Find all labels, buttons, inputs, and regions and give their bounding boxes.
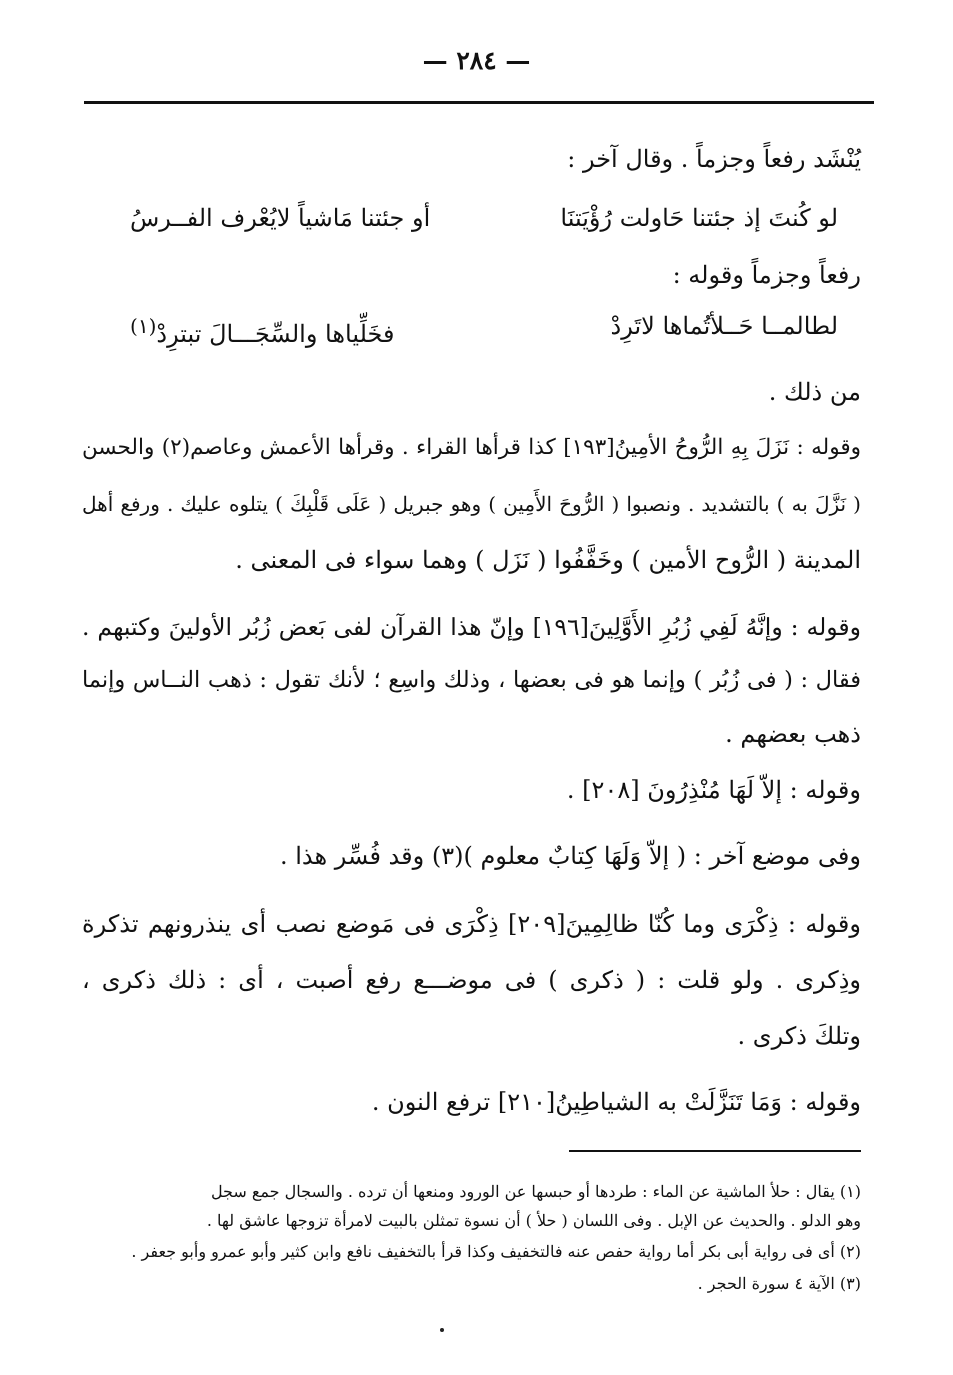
text-line: وقوله : إلاّ لَهَا مُنْذِرُونَ [٢٠٨] . bbox=[566, 776, 861, 804]
ink-dot bbox=[440, 1328, 444, 1332]
text-line: رفعاً وجزماً وقوله : bbox=[672, 261, 861, 289]
text-line: فقال : ( فى زُبُر ) وإنما هو فى بعضها ، وذلك واسِع ؛ لأنك تقول : ذهب النــاس وإنما bbox=[82, 667, 861, 693]
text-line: وقوله : وإنَّهُ لَفِي زُبُرِ الأَوَّلِينَ[١٩٦] وإنّ هذا القرآن لفى بَعض زُبُر الأولينَ وكتبهم . bbox=[82, 613, 861, 641]
text-line: يُنْشَد رفعاً وجزماً . وقال آخر : bbox=[567, 145, 861, 173]
footnote: (٣) الآية ٤ سورة الحجر . bbox=[697, 1274, 861, 1293]
text-line: وتلكَ ذكرى . bbox=[737, 1022, 861, 1050]
verse-second-hemistich: أو جئتنا مَاشياً لايُعْرف الفــرسُ bbox=[130, 204, 431, 232]
header-rule bbox=[84, 101, 874, 104]
text-line: وذِكرى . ولو قلت : ( ذكرى ) فى موضـــع رفع أصبت ، أى : ذلك ذكرى ، bbox=[82, 966, 861, 994]
page-number: — ٢٨٤ — bbox=[422, 46, 531, 75]
text-line: وقوله : وَمَا تَنَزَّلَتْ به الشياطِينُ[٢١٠] ترفع النون . bbox=[371, 1088, 861, 1116]
footnote: (٢) أى فى رواية أبى بكر أما رواية حفص عنه فالتخفيف وكذا قرأ بالتخفيف نافع وابن كثير وأبو عمرو وأبو جعفر . bbox=[131, 1242, 861, 1261]
verse-line bbox=[130, 196, 838, 240]
text-line: وقوله : ذِكْرَى وما كُنّا ظالِمِينَ[٢٠٩] ذِكْرَى فى مَوضع نصب أى ينذرونهم تذكرة bbox=[82, 910, 861, 938]
text-line: المدينة ( الرُّوح الأمين ) وخَفَّفُوا ( نَزَل ) وهما سواء فى المعنى . bbox=[235, 546, 861, 574]
footnote: وهو الدلو . والحديث عن الإبل . وفى اللسان ( حلأ ) أن نسوة تمثلن بالبيت لامرأة تزوجها عاشق لها . bbox=[206, 1211, 861, 1230]
footnote-rule bbox=[569, 1150, 861, 1152]
verse-first-hemistich: لطالمــا حَــلأتُماها لاتَرِدْ bbox=[610, 312, 838, 340]
text-line: ذهب بعضهم . bbox=[725, 720, 861, 748]
text-line: من ذلك . bbox=[768, 378, 861, 406]
text-line: وقوله : نَزَلَ بِهِ الرُّوحُ الأمِينُ[١٩٣] كذا قرأها القراء . وقرأها الأعمش وعاصم(٢) والحسن bbox=[82, 435, 861, 460]
footnote-marker: (١) bbox=[130, 314, 157, 338]
verse-line bbox=[130, 304, 838, 348]
text-line: وفى موضع آخر : ( إلاّ وَلَهَا كِتابٌ معلوم )(٣) وقد فُسِّر هذا . bbox=[279, 842, 861, 870]
verse-second-hemistich: فخَلِّياها والسِّجَـــالَ تبترِدْ$^{(١)}$ bbox=[130, 314, 395, 348]
text-line: ( نَزَّلَ به ) بالتشديد . ونصبوا ( الرُّوحَ الأَمِين ) وهو جبريل ( عَلَى قَلْبِكَ ) يتلوه عليك . ورفع أهل bbox=[82, 492, 861, 516]
verse-first-hemistich: لو كُنتَ إذ جئتنا حَاولت رُؤْيَتنَا bbox=[560, 204, 838, 232]
footnote: (١) يقال : حلأ الماشية عن الماء : طردها أو حبسها عن الورود ومنعها أن ترده . والسجال جمع سجل bbox=[210, 1182, 861, 1201]
